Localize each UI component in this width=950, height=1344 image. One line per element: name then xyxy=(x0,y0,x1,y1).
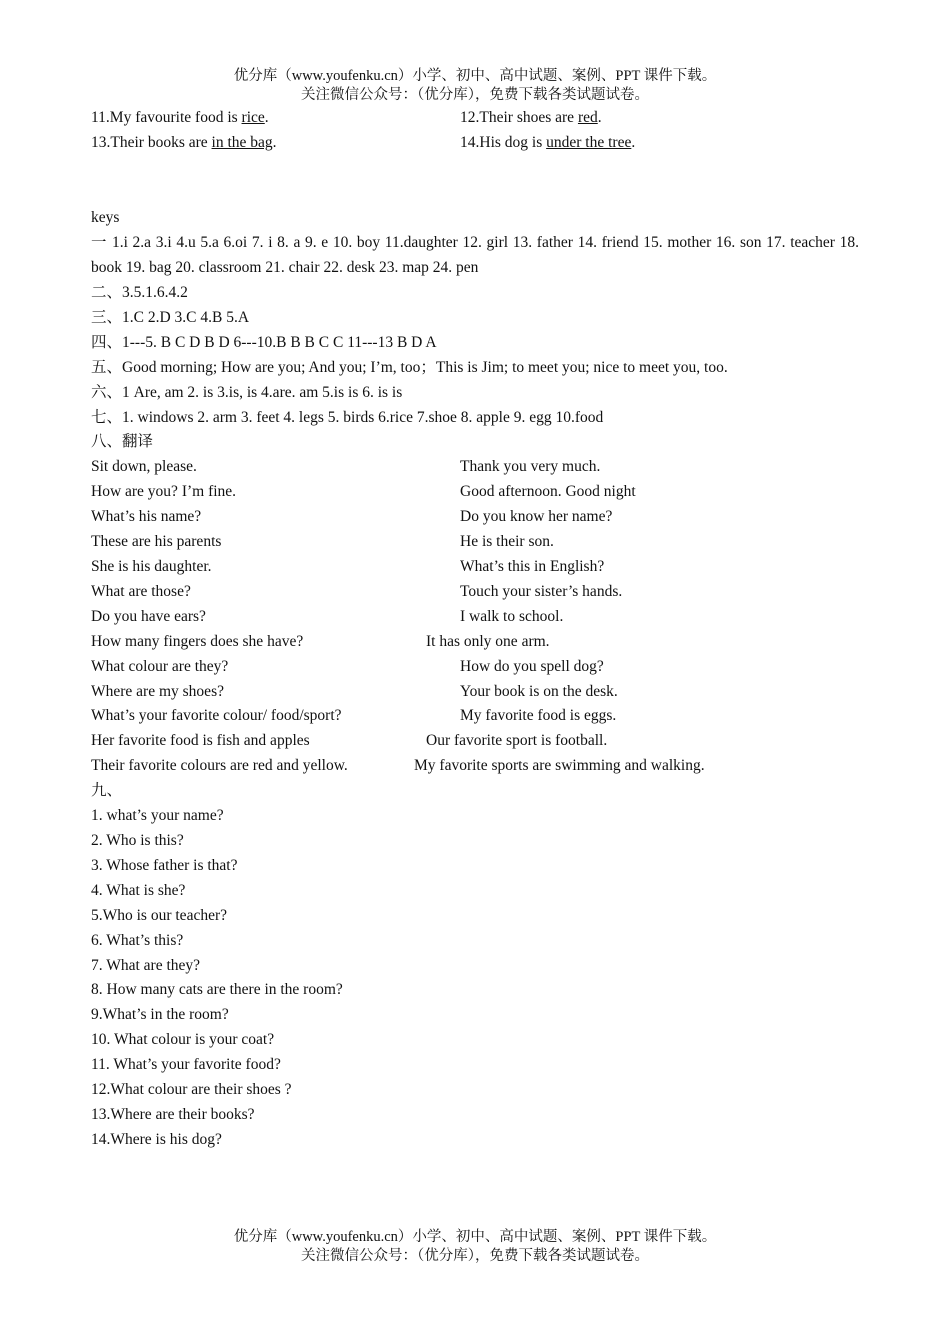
section-9-item: 9.What’s in the room? xyxy=(91,1006,229,1023)
keys-section-1: 一 1.i 2.a 3.i 4.u 5.a 6.oi 7. i 8. a 9. e 10. boy 11.daughter 12. girl 13. father 14. friend 15. mother 16. son 17. teacher 18. book 19. bag 20. classroom 21. chair 22. desk 23. map 24. pen xyxy=(91,234,859,276)
question-13: 13.Their books are in the bag. xyxy=(91,134,277,151)
translation-right: Your book is on the desk. xyxy=(460,683,618,700)
translation-right: Touch your sister’s hands. xyxy=(460,583,623,600)
keys-title: keys xyxy=(91,209,120,226)
translation-left: These are his parents xyxy=(91,533,222,550)
keys-section-5: 五、Good morning; How are you; And you; I’m, too；This is Jim; to meet you; nice to meet you, too. xyxy=(91,359,728,376)
translation-right: It has only one arm. xyxy=(426,633,550,650)
translation-right: Thank you very much. xyxy=(460,458,601,475)
keys-section-3: 三、1.C 2.D 3.C 4.B 5.A xyxy=(91,309,250,326)
keys-section-7: 七、1. windows 2. arm 3. feet 4. legs 5. birds 6.rice 7.shoe 8. apple 9. egg 10.food xyxy=(91,409,604,426)
section-9-item: 3. Whose father is that? xyxy=(91,857,238,874)
keys-section-8-title: 八、翻译 xyxy=(91,433,154,450)
translation-left: What’s your favorite colour/ food/sport? xyxy=(91,707,342,724)
translation-left: How many fingers does she have? xyxy=(91,633,304,650)
page-footer-line-2: 关注微信公众号：（优分库），免费下载各类试题试卷。 xyxy=(301,1248,649,1264)
translation-left: How are you? I’m fine. xyxy=(91,483,237,500)
translation-right: How do you spell dog? xyxy=(460,658,604,675)
keys-section-6: 六、1 Are, am 2. is 3.is, is 4.are. am 5.is is 6. is is xyxy=(91,384,403,401)
translation-right: My favorite sports are swimming and walking. xyxy=(414,757,705,774)
translation-right: I walk to school. xyxy=(460,608,564,625)
section-9-item: 7. What are they? xyxy=(91,957,201,974)
translation-left: Her favorite food is fish and apples xyxy=(91,732,310,749)
question-14: 14.His dog is under the tree. xyxy=(460,134,636,151)
section-9-title: 九、 xyxy=(91,782,123,799)
section-9-item: 4. What is she? xyxy=(91,882,186,899)
section-9-item: 13.Where are their books? xyxy=(91,1106,255,1123)
translation-right: Do you know her name? xyxy=(460,508,613,525)
section-9-item: 8. How many cats are there in the room? xyxy=(91,981,343,998)
translation-left: She is his daughter. xyxy=(91,558,212,575)
translation-right: Good afternoon. Good night xyxy=(460,483,636,500)
keys-section-4: 四、1---5. B C D B D 6---10.B B B C C 11---13 B D A xyxy=(91,334,437,351)
section-9-item: 6. What’s this? xyxy=(91,932,184,949)
page-footer-line-1: 优分库（www.youfenku.cn）小学、初中、高中试题、案例、PPT 课件下载。 xyxy=(233,1229,717,1245)
keys-section-2: 二、3.5.1.6.4.2 xyxy=(91,284,188,301)
section-9-item: 14.Where is his dog? xyxy=(91,1131,222,1148)
translation-left: What colour are they? xyxy=(91,658,229,675)
translation-right: What’s this in English? xyxy=(460,558,605,575)
translation-left: Do you have ears? xyxy=(91,608,206,625)
page-header-line-1: 优分库（www.youfenku.cn）小学、初中、高中试题、案例、PPT 课件下载。 xyxy=(233,68,717,84)
question-12: 12.Their shoes are red. xyxy=(460,109,602,126)
page-header-line-2: 关注微信公众号：（优分库），免费下载各类试题试卷。 xyxy=(301,87,649,103)
section-9-item: 1. what’s your name? xyxy=(91,807,224,824)
translation-right: My favorite food is eggs. xyxy=(460,707,617,724)
translation-left: Sit down, please. xyxy=(91,458,197,475)
section-9-item: 10. What colour is your coat? xyxy=(91,1031,275,1048)
question-11: 11.My favourite food is rice. xyxy=(91,109,269,126)
translation-right: He is their son. xyxy=(460,533,554,550)
translation-right: Our favorite sport is football. xyxy=(426,732,608,749)
translation-left: Their favorite colours are red and yellow. xyxy=(91,757,348,774)
section-9-item: 2. Who is this? xyxy=(91,832,184,849)
section-9-item: 12.What colour are their shoes ? xyxy=(91,1081,292,1098)
translation-left: What’s his name? xyxy=(91,508,202,525)
translation-left: What are those? xyxy=(91,583,191,600)
translation-left: Where are my shoes? xyxy=(91,683,224,700)
section-9-item: 5.Who is our teacher? xyxy=(91,907,227,924)
section-9-item: 11. What’s your favorite food? xyxy=(91,1056,281,1073)
